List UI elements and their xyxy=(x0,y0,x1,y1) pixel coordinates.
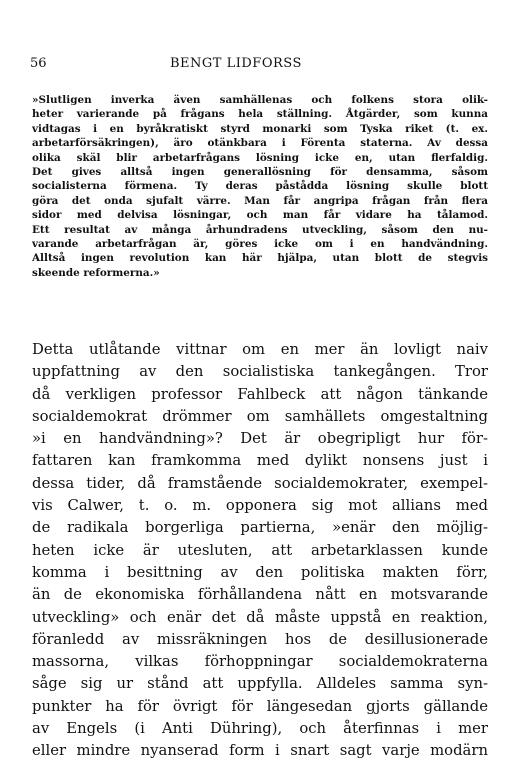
body-line: utveckling» och enär det då måste uppstå en reaktion, xyxy=(32,608,488,626)
quote-line: olika skäl blir arbetarfrågans lösning icke en, utan flerfaldig. xyxy=(32,151,488,164)
running-head: BENGT LIDFORSS xyxy=(170,56,302,71)
quote-line: »Slutligen inverka även samhällenas och folkens stora olik- xyxy=(32,94,488,106)
quote-line: arbetarförsäkringen), äro otänkbara i Förenta staterna. Av dessa xyxy=(32,137,488,150)
body-line: än de ekonomiska förhållandena nått en motsvarande xyxy=(32,586,488,604)
body-line: »i en handvändning»? Det är obegripligt hur för- xyxy=(32,430,488,448)
quote-line: socialisterna förmena. Ty deras påstådda lösning skulle blott xyxy=(32,180,488,193)
quote-line: Alltså ingen revolution kan här hjälpa, utan blott de stegvis xyxy=(32,252,488,265)
body-line: Detta utlåtande vittnar om en mer än lovligt naiv xyxy=(32,341,488,358)
body-line: uppfattning av den socialistiska tankegången. Tror xyxy=(32,363,488,381)
quote-line: Det gives alltså ingen generallösning för densamma, såsom xyxy=(32,166,488,179)
body-line: såge sig ur stånd att uppfylla. Alldeles samma syn- xyxy=(32,675,488,693)
body-line: punkter ha för övrigt för längesedan gjorts gällande xyxy=(32,697,488,715)
body-line: föranledd av missräkningen hos de desillusionerade xyxy=(32,630,488,648)
body-line: komma i besittning av den politiska makten förr, xyxy=(32,563,488,581)
block-quote xyxy=(32,93,488,280)
body-line: då verkligen professor Fahlbeck att någon tänkande xyxy=(32,385,488,403)
body-line: heten icke är utesluten, att arbetarklassen kunde xyxy=(32,541,488,559)
body-line: vis Calwer, t. o. m. opponera sig mot allians med xyxy=(32,497,488,515)
quote-line: heter varierande på frågans hela ställning. Åtgärder, som kunna xyxy=(32,108,488,121)
quote-line: göra det onda sjufalt värre. Man får angripa frågan från flera xyxy=(32,194,488,207)
quote-line: varande arbetarfrågan är, göres icke om i en handvändning. xyxy=(32,238,488,251)
body-line: dessa tider, då framstående socialdemokrater, exempel- xyxy=(32,474,488,492)
quote-line: sidor med delvisa lösningar, och man får vidare ha tålamod. xyxy=(32,209,488,222)
quote-line: vidtagas i en byråkratiskt styrd monarki som Tyska riket (t. ex. xyxy=(32,122,488,135)
page-header xyxy=(30,56,490,76)
body-line: massorna, vilkas förhoppningar socialdemokraterna xyxy=(32,653,488,671)
body-paragraph xyxy=(32,339,488,763)
quote-line: skeende reformerna.» xyxy=(32,266,160,279)
page-number: 56 xyxy=(30,56,47,71)
body-line: eller mindre nyanserad form i snart sagt varje modärn xyxy=(32,742,488,760)
body-line: de radikala borgerliga partierna, »enär den möjlig- xyxy=(32,519,488,537)
body-line: socialdemokrat drömmer om samhällets omgestaltning xyxy=(32,407,488,425)
body-line: fattaren kan framkomma med dylikt nonsens just i xyxy=(32,452,488,470)
body-line: av Engels (i Anti Dühring), och återfinnas i mer xyxy=(32,720,488,738)
quote-line: Ett resultat av många århundradens utveckling, såsom den nu- xyxy=(32,223,488,236)
